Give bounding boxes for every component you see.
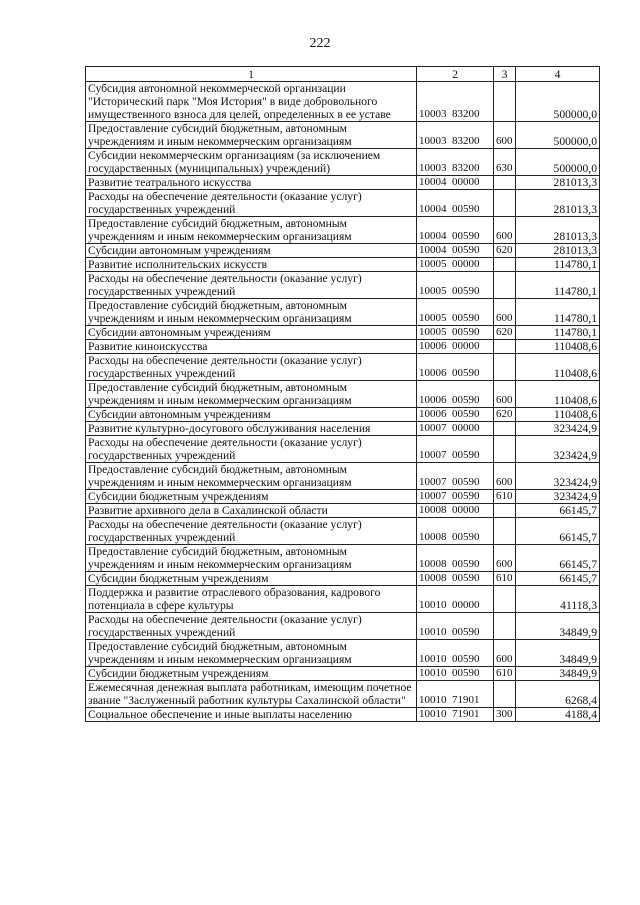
row-sum-cell: 323424,9 — [516, 490, 600, 504]
table-row — [86, 681, 600, 708]
row-name-cell: Расходы на обеспечение деятельности (оказание услуг) государственных учреждений — [86, 190, 417, 217]
row-type-cell — [494, 176, 516, 190]
row-code-cell: 10003 83200 — [417, 122, 494, 149]
row-sum-cell: 4188,4 — [516, 708, 600, 722]
row-name-cell: Субсидии бюджетным учреждениям — [86, 572, 417, 586]
row-name-cell: Предоставление субсидий бюджетным, автономным учреждениям и иным некоммерческим организациям — [86, 217, 417, 244]
table-row — [86, 299, 600, 326]
table-row — [86, 326, 600, 340]
row-code-cell: 10005 00590 — [417, 299, 494, 326]
budget-table — [85, 66, 600, 722]
row-sum-cell: 281013,3 — [516, 176, 600, 190]
row-sum-cell: 114780,1 — [516, 258, 600, 272]
row-code-cell: 10008 00590 — [417, 518, 494, 545]
row-name-cell: Предоставление субсидий бюджетным, автономным учреждениям и иным некоммерческим организациям — [86, 122, 417, 149]
row-type-cell: 610 — [494, 572, 516, 586]
row-name-cell: Развитие исполнительских искусств — [86, 258, 417, 272]
row-sum-cell: 500000,0 — [516, 122, 600, 149]
table-row — [86, 122, 600, 149]
table-row — [86, 422, 600, 436]
row-type-cell: 630 — [494, 149, 516, 176]
row-type-cell — [494, 258, 516, 272]
row-code-cell: 10008 00000 — [417, 504, 494, 518]
row-type-cell — [494, 340, 516, 354]
row-sum-cell: 114780,1 — [516, 299, 600, 326]
table-row — [86, 244, 600, 258]
row-code-cell: 10004 00590 — [417, 217, 494, 244]
table-header-row — [86, 67, 600, 82]
row-sum-cell: 66145,7 — [516, 572, 600, 586]
table-row — [86, 463, 600, 490]
row-code-cell: 10007 00590 — [417, 490, 494, 504]
row-type-cell: 610 — [494, 667, 516, 681]
row-code-cell: 10005 00000 — [417, 258, 494, 272]
row-code-cell: 10010 71901 — [417, 708, 494, 722]
table-row — [86, 640, 600, 667]
row-sum-cell: 41118,3 — [516, 586, 600, 613]
table-row — [86, 586, 600, 613]
row-name-cell: Развитие театрального искусства — [86, 176, 417, 190]
row-sum-cell: 66145,7 — [516, 518, 600, 545]
row-code-cell: 10010 00000 — [417, 586, 494, 613]
row-name-cell: Субсидии автономным учреждениям — [86, 326, 417, 340]
row-type-cell — [494, 504, 516, 518]
row-type-cell: 600 — [494, 640, 516, 667]
row-name-cell: Субсидии автономным учреждениям — [86, 244, 417, 258]
header-col-type: 3 — [494, 67, 516, 82]
row-name-cell: Расходы на обеспечение деятельности (оказание услуг) государственных учреждений — [86, 354, 417, 381]
row-name-cell: Предоставление субсидий бюджетным, автономным учреждениям и иным некоммерческим организациям — [86, 299, 417, 326]
row-sum-cell: 66145,7 — [516, 545, 600, 572]
row-name-cell: Расходы на обеспечение деятельности (оказание услуг) государственных учреждений — [86, 272, 417, 299]
row-sum-cell: 110408,6 — [516, 354, 600, 381]
row-code-cell: 10007 00000 — [417, 422, 494, 436]
row-type-cell: 620 — [494, 326, 516, 340]
row-sum-cell: 66145,7 — [516, 504, 600, 518]
row-type-cell — [494, 518, 516, 545]
header-col-code: 2 — [417, 67, 494, 82]
row-code-cell: 10006 00590 — [417, 381, 494, 408]
row-name-cell: Предоставление субсидий бюджетным, автономным учреждениям и иным некоммерческим организациям — [86, 545, 417, 572]
row-name-cell: Развитие культурно-досугового обслуживания населения — [86, 422, 417, 436]
row-code-cell: 10010 00590 — [417, 613, 494, 640]
row-sum-cell: 110408,6 — [516, 381, 600, 408]
row-name-cell: Предоставление субсидий бюджетным, автономным учреждениям и иным некоммерческим организациям — [86, 381, 417, 408]
row-code-cell: 10006 00590 — [417, 354, 494, 381]
row-type-cell: 600 — [494, 545, 516, 572]
row-type-cell — [494, 586, 516, 613]
row-code-cell: 10003 83200 — [417, 82, 494, 122]
row-sum-cell: 34849,9 — [516, 613, 600, 640]
row-type-cell — [494, 436, 516, 463]
row-type-cell: 620 — [494, 408, 516, 422]
row-type-cell — [494, 422, 516, 436]
row-name-cell: Субсидии бюджетным учреждениям — [86, 667, 417, 681]
row-name-cell: Социальное обеспечение и иные выплаты населению — [86, 708, 417, 722]
row-sum-cell: 281013,3 — [516, 190, 600, 217]
row-sum-cell: 114780,1 — [516, 326, 600, 340]
row-name-cell: Субсидии автономным учреждениям — [86, 408, 417, 422]
header-col-sum: 4 — [516, 67, 600, 82]
row-code-cell: 10004 00000 — [417, 176, 494, 190]
table-row — [86, 504, 600, 518]
table-row — [86, 258, 600, 272]
row-name-cell: Предоставление субсидий бюджетным, автономным учреждениям и иным некоммерческим организациям — [86, 463, 417, 490]
table-row — [86, 354, 600, 381]
table-row — [86, 149, 600, 176]
row-code-cell: 10007 00590 — [417, 463, 494, 490]
row-sum-cell: 110408,6 — [516, 340, 600, 354]
row-sum-cell: 323424,9 — [516, 463, 600, 490]
table-row — [86, 613, 600, 640]
row-type-cell: 610 — [494, 490, 516, 504]
row-type-cell: 600 — [494, 299, 516, 326]
row-name-cell: Предоставление субсидий бюджетным, автономным учреждениям и иным некоммерческим организациям — [86, 640, 417, 667]
row-sum-cell: 500000,0 — [516, 82, 600, 122]
row-name-cell: Субсидии некоммерческим организациям (за исключением государственных (муниципальных) учреждений) — [86, 149, 417, 176]
table-row — [86, 217, 600, 244]
row-code-cell: 10004 00590 — [417, 244, 494, 258]
row-sum-cell: 34849,9 — [516, 640, 600, 667]
table-row — [86, 272, 600, 299]
row-name-cell: Поддержка и развитие отраслевого образования, кадрового потенциала в сфере культуры — [86, 586, 417, 613]
row-type-cell: 600 — [494, 217, 516, 244]
row-code-cell: 10006 00590 — [417, 408, 494, 422]
table-row — [86, 190, 600, 217]
row-name-cell: Расходы на обеспечение деятельности (оказание услуг) государственных учреждений — [86, 613, 417, 640]
table-row — [86, 490, 600, 504]
table-row — [86, 408, 600, 422]
row-type-cell — [494, 190, 516, 217]
row-name-cell: Расходы на обеспечение деятельности (оказание услуг) государственных учреждений — [86, 436, 417, 463]
row-code-cell: 10008 00590 — [417, 572, 494, 586]
row-code-cell: 10004 00590 — [417, 190, 494, 217]
row-sum-cell: 34849,9 — [516, 667, 600, 681]
row-name-cell: Субсидии бюджетным учреждениям — [86, 490, 417, 504]
row-sum-cell: 6268,4 — [516, 681, 600, 708]
row-type-cell: 600 — [494, 381, 516, 408]
row-name-cell: Развитие киноискусства — [86, 340, 417, 354]
row-type-cell — [494, 613, 516, 640]
header-col-name: 1 — [86, 67, 417, 82]
row-sum-cell: 500000,0 — [516, 149, 600, 176]
table-row — [86, 340, 600, 354]
row-name-cell: Развитие архивного дела в Сахалинской области — [86, 504, 417, 518]
row-sum-cell: 110408,6 — [516, 408, 600, 422]
row-sum-cell: 323424,9 — [516, 436, 600, 463]
row-code-cell: 10010 00590 — [417, 640, 494, 667]
row-code-cell: 10010 00590 — [417, 667, 494, 681]
row-type-cell — [494, 82, 516, 122]
table-row — [86, 667, 600, 681]
row-sum-cell: 323424,9 — [516, 422, 600, 436]
row-name-cell: Ежемесячная денежная выплата работникам, имеющим почетное звание "Заслуженный работник культуры Сахалинской области" — [86, 681, 417, 708]
row-type-cell: 300 — [494, 708, 516, 722]
row-code-cell: 10006 00000 — [417, 340, 494, 354]
table-row — [86, 708, 600, 722]
row-sum-cell: 114780,1 — [516, 272, 600, 299]
table-row — [86, 436, 600, 463]
row-type-cell: 600 — [494, 463, 516, 490]
row-sum-cell: 281013,3 — [516, 244, 600, 258]
row-code-cell: 10005 00590 — [417, 326, 494, 340]
row-type-cell: 620 — [494, 244, 516, 258]
row-type-cell — [494, 681, 516, 708]
table-row — [86, 572, 600, 586]
row-type-cell: 600 — [494, 122, 516, 149]
row-type-cell — [494, 354, 516, 381]
row-code-cell: 10010 71901 — [417, 681, 494, 708]
table-row — [86, 176, 600, 190]
page-number: 222 — [309, 36, 331, 51]
row-name-cell: Субсидия автономной некоммерческой организации "Исторический парк "Моя История" в виде добровольного имущественного взноса для целей, определенных в ее уставе — [86, 82, 417, 122]
table-row — [86, 82, 600, 122]
row-code-cell: 10008 00590 — [417, 545, 494, 572]
row-name-cell: Расходы на обеспечение деятельности (оказание услуг) государственных учреждений — [86, 518, 417, 545]
row-type-cell — [494, 272, 516, 299]
table-row — [86, 518, 600, 545]
table-row — [86, 545, 600, 572]
table-row — [86, 381, 600, 408]
row-code-cell: 10003 83200 — [417, 149, 494, 176]
row-sum-cell: 281013,3 — [516, 217, 600, 244]
row-code-cell: 10007 00590 — [417, 436, 494, 463]
row-code-cell: 10005 00590 — [417, 272, 494, 299]
